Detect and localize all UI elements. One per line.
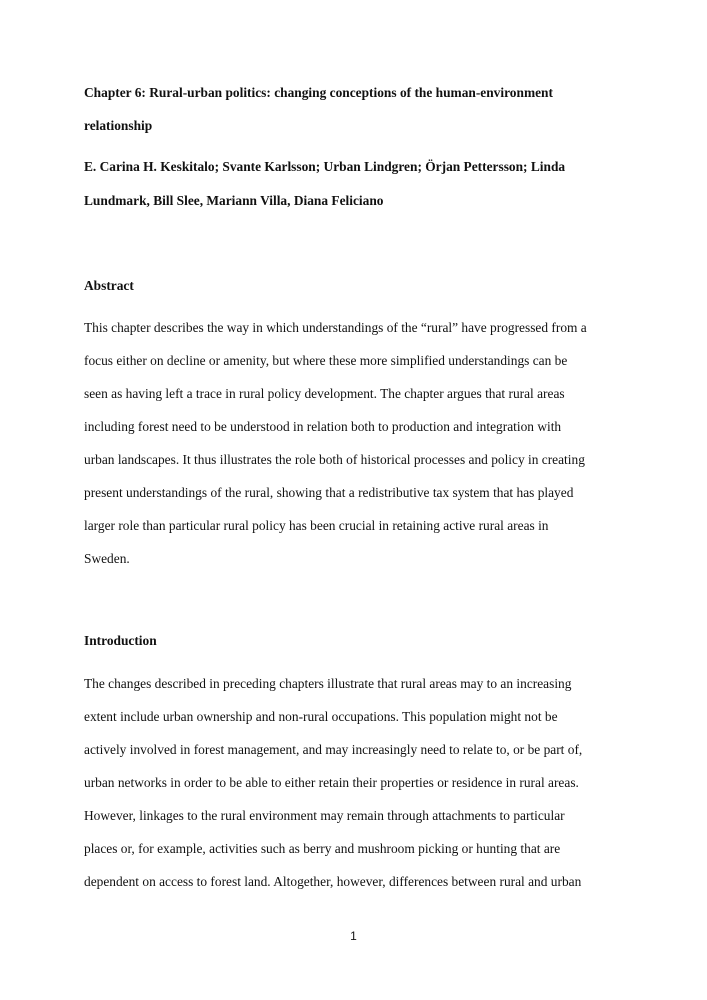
- introduction-line-3: actively involved in forest management, and may increasingly need to relate to, or be part of,: [84, 742, 583, 757]
- page-number: 1: [350, 929, 357, 943]
- introduction-line-5: However, linkages to the rural environment may remain through attachments to particular: [84, 808, 565, 823]
- introduction-line-7: dependent on access to forest land. Altogether, however, differences between rural and urban: [84, 874, 582, 889]
- authors-line-2: Lundmark, Bill Slee, Mariann Villa, Diana Feliciano: [84, 193, 384, 208]
- abstract-line-8: Sweden.: [84, 551, 130, 566]
- introduction-line-4: urban networks in order to be able to either retain their properties or residence in rural areas.: [84, 775, 579, 790]
- introduction-line-2: extent include urban ownership and non-rural occupations. This population might not be: [84, 709, 558, 724]
- abstract-line-4: including forest need to be understood in relation both to production and integration with: [84, 419, 562, 434]
- introduction-line-6: places or, for example, activities such as berry and mushroom picking or hunting that are: [84, 841, 561, 856]
- abstract-line-2: focus either on decline or amenity, but where these more simplified understandings can be: [84, 353, 568, 368]
- abstract-line-5: urban landscapes. It thus illustrates the role both of historical processes and policy in creating: [84, 452, 585, 467]
- abstract-line-7: larger role than particular rural policy has been crucial in retaining active rural areas in: [84, 518, 549, 533]
- abstract-line-6: present understandings of the rural, showing that a redistributive tax system that has played: [84, 485, 574, 500]
- introduction-heading: Introduction: [84, 633, 157, 648]
- introduction-line-1: The changes described in preceding chapters illustrate that rural areas may to an increasing: [84, 676, 572, 691]
- chapter-title-line-2: relationship: [84, 118, 153, 133]
- abstract-line-1: This chapter describes the way in which understandings of the “rural” have progressed from a: [84, 320, 587, 335]
- abstract-heading: Abstract: [84, 278, 134, 293]
- abstract-line-3: seen as having left a trace in rural policy development. The chapter argues that rural areas: [84, 386, 565, 401]
- chapter-title-line-1: Chapter 6: Rural-urban politics: changing conceptions of the human-environment: [84, 85, 553, 100]
- authors-line-1: E. Carina H. Keskitalo; Svante Karlsson; Urban Lindgren; Örjan Pettersson; Linda: [84, 159, 566, 174]
